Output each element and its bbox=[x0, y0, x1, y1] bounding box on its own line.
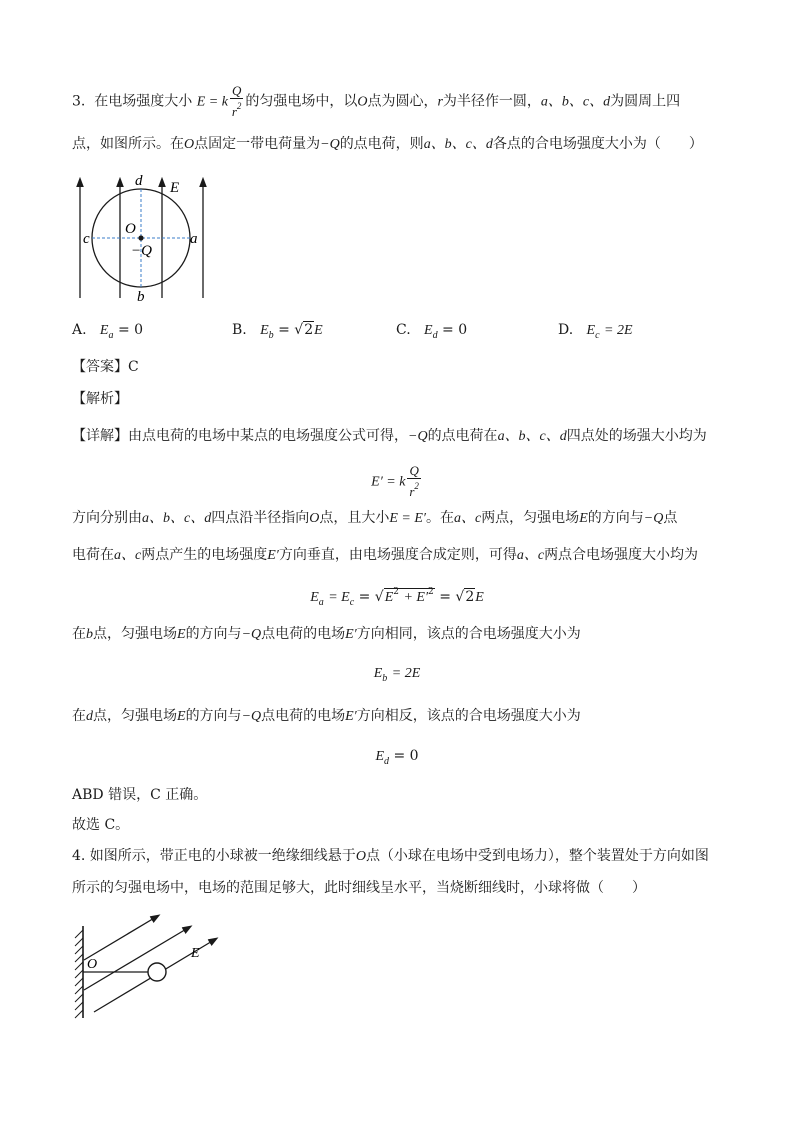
b-point-line: 在b点，匀强电场E的方向与−Q点电荷的电场E′方向相同，该点的合电场强度大小为 bbox=[72, 626, 581, 642]
charged-ball bbox=[148, 963, 166, 981]
label-E: E bbox=[191, 946, 200, 961]
choose-line: 故选 C。 bbox=[72, 817, 130, 833]
field-line bbox=[84, 928, 188, 990]
option-b[interactable]: B. $E_b = √2E$ bbox=[232, 322, 323, 341]
q3-figure bbox=[70, 170, 220, 305]
question-number: 3. bbox=[72, 93, 86, 110]
label-a: a bbox=[190, 231, 198, 247]
equation-3: $E_b = 2E$ bbox=[373, 666, 421, 684]
label-d: d bbox=[135, 173, 143, 189]
fraction-q-r2: $\frac{Q}{r^2}$ bbox=[231, 83, 242, 119]
label-negQ: −Q bbox=[131, 243, 152, 259]
formula-e: E = k bbox=[196, 94, 228, 110]
d-point-line: 在d点，匀强电场E的方向与−Q点电荷的电场E′方向相反，该点的合电场强度大小为 bbox=[72, 708, 581, 724]
option-a[interactable]: A. $E_a = 0$ bbox=[72, 322, 144, 341]
equation-1: E′ = k $\frac{Q}{r^2}$ bbox=[371, 463, 419, 499]
equation-2: $E_a = E_c = √E^2 + E'^2 = √2E$ bbox=[310, 587, 484, 608]
label-b: b bbox=[137, 289, 145, 305]
q4-figure bbox=[70, 910, 220, 1022]
wall-hatching bbox=[75, 930, 83, 1018]
conclusion: ABD 错误，C 正确。 bbox=[72, 787, 208, 803]
charge-line: 电荷在a、c两点产生的电场强度E′方向垂直，由电场强度合成定则，可得a、c两点合电场强度大小均为 bbox=[72, 547, 699, 563]
label-O: O bbox=[125, 221, 136, 237]
direction-line: 方向分别由a、b、c、d四点沿半径指向O点，且大小E = E′。在a、c两点，匀强电场E的方向与−Q点 bbox=[72, 510, 678, 526]
q4-line1: 4. 如图所示，带正电的小球被一绝缘细线悬于O点（小球在电场中受到电场力），整个装置处于方向如图 bbox=[72, 848, 709, 864]
option-c[interactable]: C. $E_d = 0$ bbox=[396, 322, 468, 341]
equation-4: $E_d = 0$ bbox=[375, 748, 419, 767]
answer: 【答案】C bbox=[72, 359, 139, 375]
label-E: E bbox=[170, 180, 180, 196]
q3-line1: 3. 在电场强度大小 E = k $\frac{Q}{r^2}$ 的匀强电场中，以O点为圆心，r为半径作一圆，a、b、c、d为圆周上四 bbox=[72, 83, 681, 119]
q3-line2: 点，如图所示。在O点固定一带电荷量为−Q的点电荷，则a、b、c、d各点的合电场强度大小为（ ） bbox=[72, 136, 703, 152]
option-d[interactable]: D. $E_c = 2E$ bbox=[558, 322, 633, 341]
detail-line: 【详解】由点电荷的电场中某点的电场强度公式可得，−Q的点电荷在a、b、c、d四点处的场强大小均为 bbox=[72, 428, 707, 444]
analysis-label: 【解析】 bbox=[72, 391, 128, 407]
label-c: c bbox=[83, 231, 90, 247]
q4-line2: 所示的匀强电场中，电场的范围足够大，此时细线呈水平，当烧断细线时，小球将做（ ） bbox=[72, 880, 646, 896]
label-O: O bbox=[87, 957, 98, 972]
center-charge bbox=[138, 235, 143, 240]
